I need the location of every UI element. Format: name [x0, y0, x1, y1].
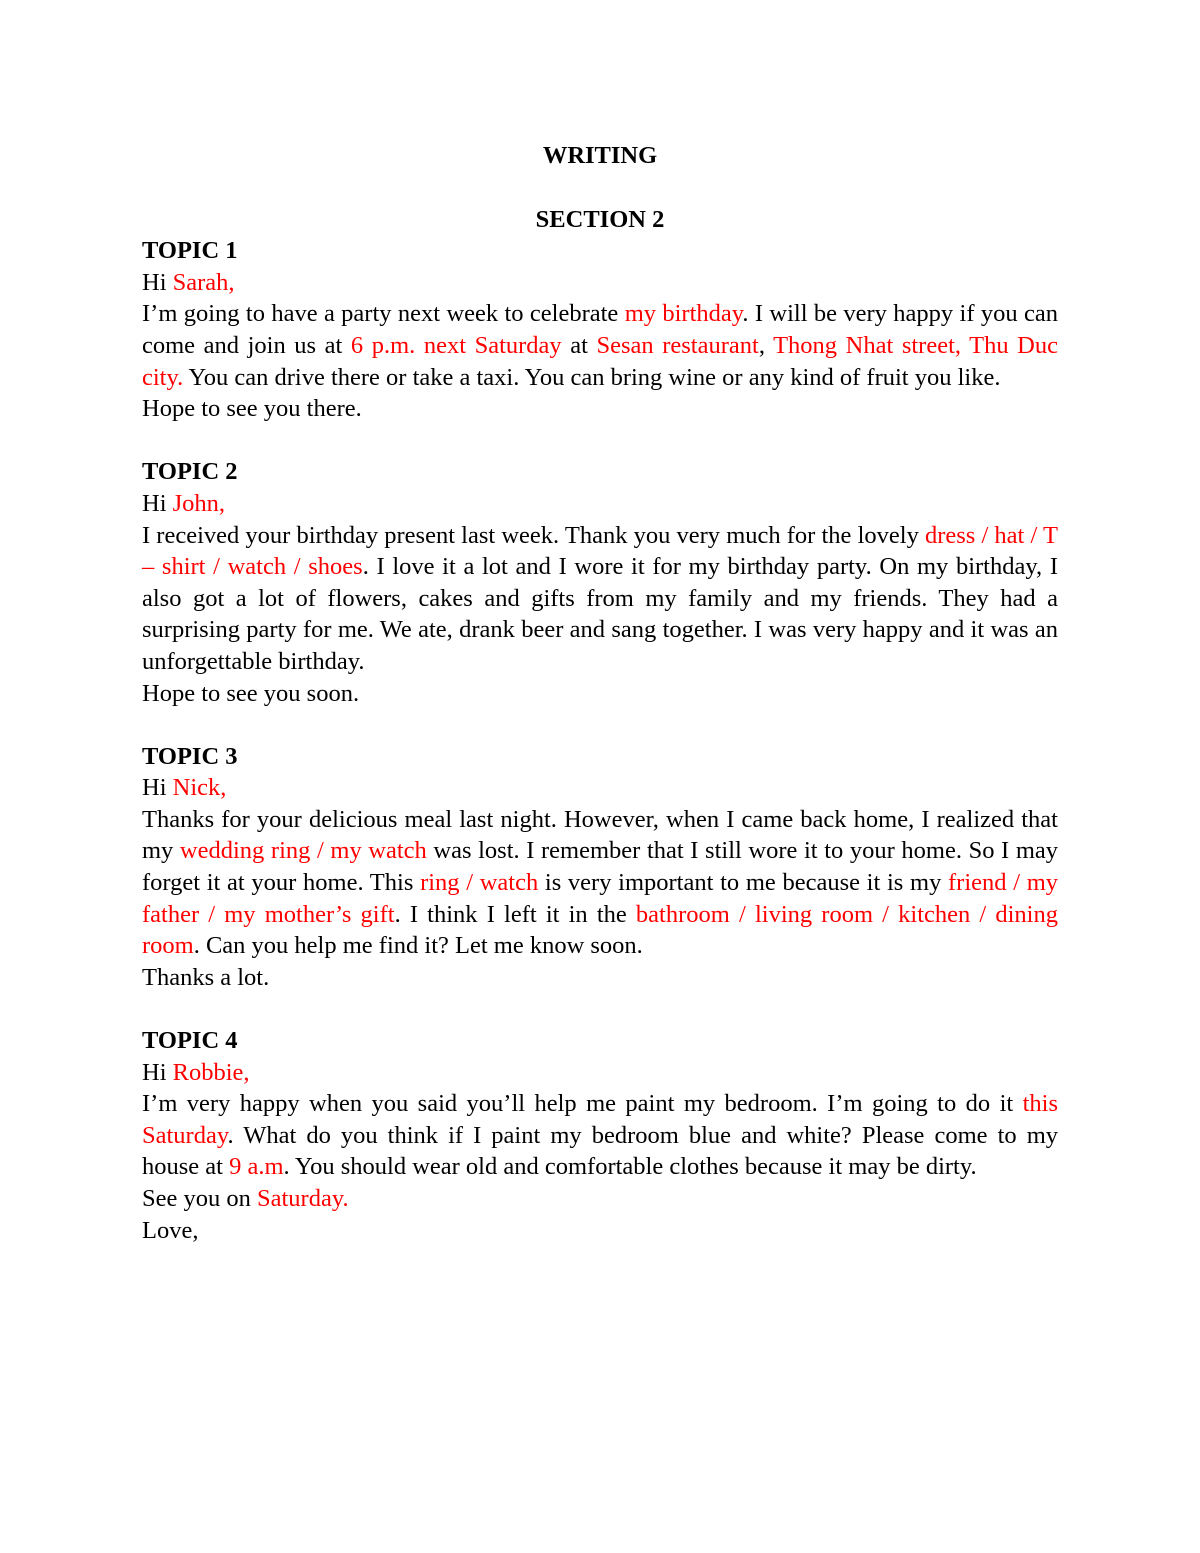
highlighted-text: friend / my father / my mother’s gift	[142, 869, 1059, 928]
body-text: at	[561, 331, 597, 359]
closing-line	[142, 678, 1058, 710]
highlighted-text: bathroom / living room / kitchen / dining room	[142, 900, 1058, 960]
highlighted-text: dress / hat / T – shirt / watch / shoes	[142, 521, 1058, 581]
topic-spacer	[142, 425, 1058, 457]
body-text: I’m very happy when you said you’ll help me paint my bedroom. I’m going to do it	[142, 1090, 1023, 1118]
greeting-line	[142, 488, 1058, 520]
highlighted-text: 6 p.m. next Saturday	[350, 331, 562, 359]
topic-block	[142, 235, 1058, 425]
topic-heading: TOPIC 1	[142, 237, 238, 265]
topic-block	[142, 709, 1058, 993]
body-text: ,	[758, 331, 774, 359]
body-text: . You should wear old and comfortable clothes because it may be dirty.	[283, 1153, 977, 1181]
closing-line	[142, 393, 1058, 425]
body-text: Thanks for your delicious meal last night. However, when I came back home, I realized that my	[142, 805, 1058, 865]
recipient-name: Robbie,	[172, 1058, 250, 1086]
recipient-name: Sarah,	[172, 268, 235, 296]
topic-spacer	[142, 709, 1058, 741]
body-text: . Can you help me find it? Let me know soon.	[193, 932, 643, 960]
topic-heading: TOPIC 2	[142, 458, 238, 486]
closing-text: Love,	[142, 1216, 199, 1244]
section-heading: SECTION 2	[535, 205, 665, 233]
highlighted-text: this Saturday	[142, 1090, 1058, 1149]
body-text: . I will be very happy if you can come and join us at	[142, 300, 1058, 359]
topic-heading: TOPIC 3	[142, 742, 238, 770]
greeting-text: Hi	[142, 1058, 173, 1086]
highlighted-text: Thong Nhat street, Thu Duc city.	[142, 331, 1058, 391]
closing-line	[142, 1183, 1058, 1215]
letter-body	[142, 1088, 1058, 1183]
highlighted-text: ring / watch	[420, 869, 539, 897]
topic-heading: TOPIC 4	[142, 1027, 238, 1055]
topic-spacer	[142, 993, 1058, 1025]
closing-line	[142, 962, 1058, 994]
highlighted-text: Sesan restaurant	[596, 331, 759, 359]
greeting-text: Hi	[142, 268, 173, 296]
greeting-text: Hi	[142, 774, 173, 802]
closing-text: See you on	[142, 1185, 257, 1212]
highlighted-text: wedding ring / my watch	[179, 837, 427, 865]
body-text: was lost. I remember that I still wore it to your home. So I may forget it at your home. This	[142, 837, 1059, 897]
body-text: is very important to me because it is my	[538, 869, 949, 897]
greeting-line	[142, 772, 1058, 804]
closing-text: Thanks a lot.	[142, 963, 270, 991]
document-page	[142, 140, 1058, 1246]
recipient-name: Nick,	[172, 774, 227, 802]
closing-text: Hope to see you soon.	[142, 679, 360, 707]
body-text: I received your birthday present last week. Thank you very much for the lovely	[142, 521, 925, 549]
body-text: You can drive there or take a taxi. You can bring wine or any kind of fruit you like.	[183, 363, 1001, 391]
letter-body	[142, 520, 1058, 678]
topic-block	[142, 993, 1058, 1246]
highlighted-text: my birthday	[624, 300, 743, 328]
topics-container	[142, 235, 1058, 1246]
closing-line	[142, 1215, 1058, 1247]
letter-body	[142, 298, 1058, 393]
greeting-text: Hi	[142, 489, 173, 517]
greeting-line	[142, 1057, 1058, 1089]
letter-body	[142, 804, 1058, 962]
body-text: . I love it a lot and I wore it for my birthday party. On my birthday, I also got a lot of flowers, cakes and gifts from my family and my friends. They had a surprising party for me. We ate, drank beer and sang together. I was very happy and it was an unforgettable birthday.	[142, 553, 1058, 675]
body-text: . What do you think if I paint my bedroom blue and white? Please come to my house at	[142, 1121, 1058, 1181]
topic-block	[142, 425, 1058, 709]
highlighted-text: Saturday.	[257, 1185, 349, 1212]
document-title: WRITING	[542, 142, 658, 169]
body-text: . I think I left it in the	[394, 900, 636, 928]
greeting-line	[142, 267, 1058, 299]
highlighted-text: 9 a.m	[229, 1153, 284, 1181]
body-text: I’m going to have a party next week to celebrate	[142, 300, 625, 328]
recipient-name: John,	[172, 489, 226, 517]
closing-text: Hope to see you there.	[142, 395, 362, 423]
